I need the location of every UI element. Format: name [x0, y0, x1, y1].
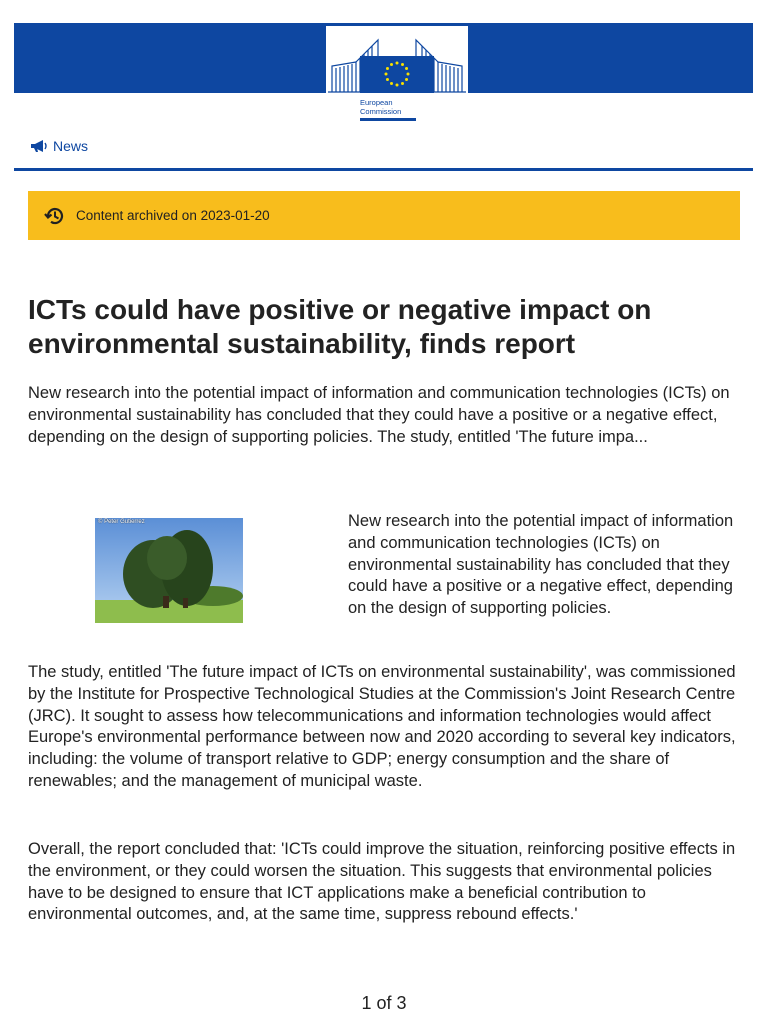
news-label: News [53, 138, 89, 154]
image-credit: © Peter Gutierrez [98, 519, 145, 525]
article-lead: New research into the potential impact of information and communication technologies (ICTs) on environmental sustainability has concluded that they could have a positive or a negative effect, depending on the design of supporting policies. [348, 512, 734, 618]
logo-text [360, 98, 401, 116]
megaphone-icon [30, 139, 48, 153]
article-image [95, 518, 243, 623]
eu-star [396, 62, 399, 65]
logo-line-2: Commission [360, 107, 402, 116]
article-intro: New research into the potential impact of information and communication technologies (ICTs) on environmental sustainability has concluded that they could have a positive or a negative effect, depending on the design of supporting policies. The study, entitled 'The future impa... [28, 384, 730, 446]
archived-notice [28, 191, 740, 240]
eu-star [407, 73, 410, 76]
article-paragraph-3: Overall, the report concluded that: 'ICTs could improve the situation, reinforcing positive effects in the environment, or they could worsen the situation. This suggests that environmental policies have to be designed to ensure that ICT applications make a beneficial contribution to environmental outcomes, and, at the same time, suppress rebound effects.' [28, 840, 736, 924]
eu-star [401, 82, 404, 85]
archived-text: Content archived on 2023-01-20 [76, 208, 270, 223]
logo-line-1: European [360, 98, 393, 107]
article-title: ICTs could have positive or negative impact on environmental sustainability, finds report [28, 294, 652, 359]
european-commission-logo[interactable] [326, 26, 468, 118]
news-link[interactable] [30, 138, 88, 154]
eu-star [401, 63, 404, 66]
eu-star [405, 78, 408, 81]
eu-star [396, 84, 399, 87]
eu-star [405, 67, 408, 70]
commission-building-icon [326, 26, 468, 96]
page-indicator: 1 of 3 [361, 993, 407, 1013]
tree-photo-icon [95, 518, 243, 623]
logo-underline [360, 118, 416, 121]
eu-star [385, 73, 388, 76]
history-icon [44, 205, 66, 227]
eu-star [386, 67, 389, 70]
eu-star [390, 63, 393, 66]
divider [14, 168, 753, 171]
article-paragraph-2: The study, entitled 'The future impact of ICTs on environmental sustainability', was commissioned by the Institute for Prospective Technological Studies at the Commission's Joint Research Centre (JRC). It sought to assess how telecommunications and information technologies would affect Europe's environmental performance between now and 2020 according to several key indicators, including: the volume of transport relative to GDP; energy consumption and the share of renewables; and the management of municipal waste. [28, 663, 736, 790]
eu-star [390, 82, 393, 85]
eu-star [386, 78, 389, 81]
